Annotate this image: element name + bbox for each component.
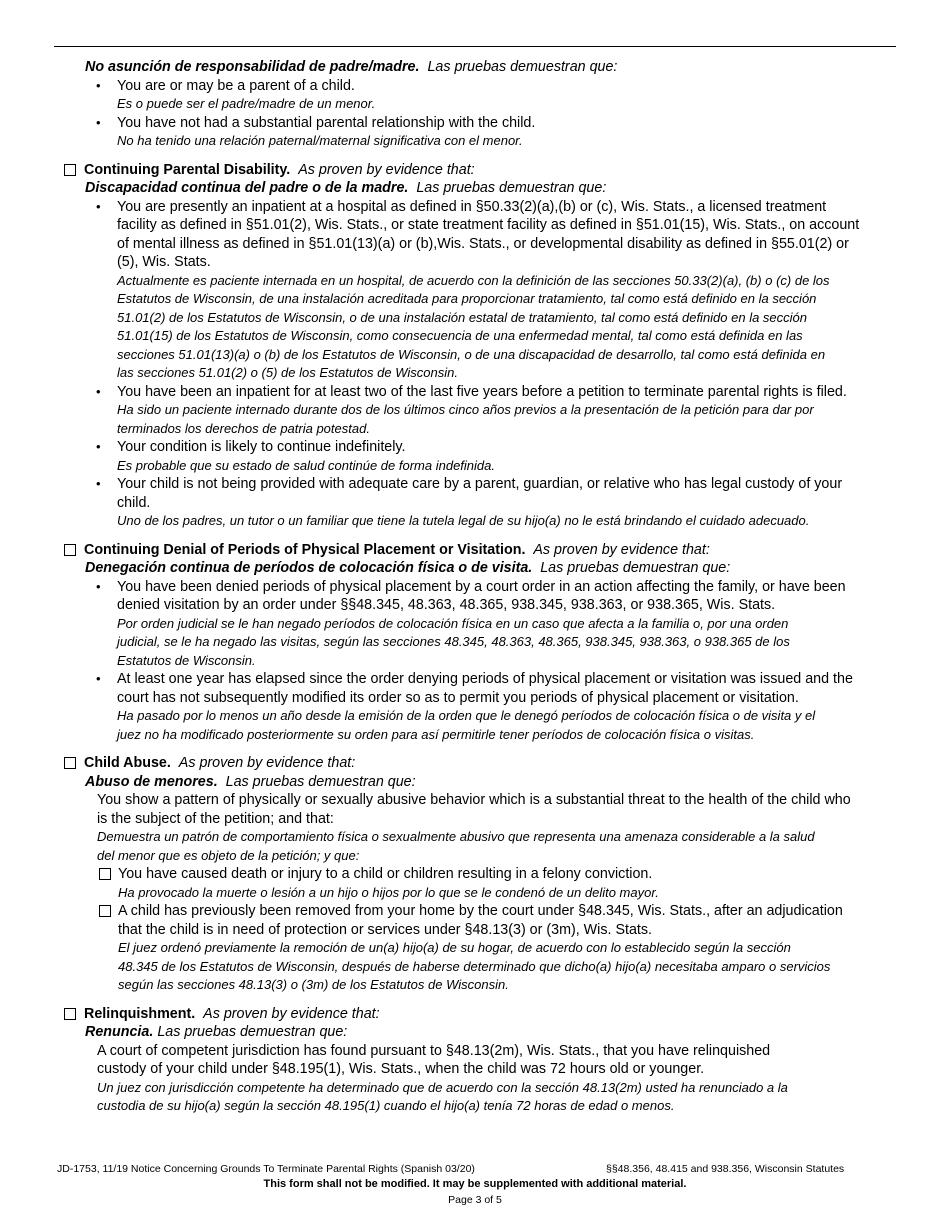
bullet-icon: • <box>96 114 101 130</box>
section-heading <box>64 541 894 560</box>
heading-es-text: Denegación continua de períodos de colocación física o de visita. <box>85 560 533 576</box>
bullet-es: juez no ha modificado posteriormente su orden para así permitirle tener períodos de colocación física o visitas. <box>117 726 755 742</box>
bullet-es: 51.01(15) de los Estatutos de Wisconsin, como consecuencia de una enfermedad mental, tal como está definida en las <box>117 328 803 343</box>
top-divider <box>54 46 896 47</box>
abuse-option-removal <box>64 902 894 995</box>
form-content <box>64 58 894 1116</box>
bullet-icon: • <box>96 77 101 93</box>
bullet-item <box>64 475 894 531</box>
bullet-es: Uno de los padres, un tutor o un familiar que tiene la tutela legal de su hijo(a) no le está brindando el cuidado adecuado. <box>117 513 810 528</box>
heading-es-text: Discapacidad continua del padre o de la madre. <box>85 180 409 196</box>
bullet-es: No ha tenido una relación paternal/maternal significativa con el menor. <box>117 133 523 148</box>
bullet-icon: • <box>96 578 101 594</box>
section-heading-es <box>64 559 894 578</box>
bullet-es: Ha pasado por lo menos un año desde la emisión de la orden que le denegó períodos de colocación física o de visita y el <box>117 708 816 723</box>
bullet-icon: • <box>96 383 101 399</box>
bullet-es: secciones 51.01(13)(a) o (b) de los Estatutos de Wisconsin, o de una discapacidad de desarrollo, tal como está definida en <box>117 346 826 362</box>
evidence-es-text: Las pruebas demuestran que: <box>540 560 731 576</box>
option-en: that the child is in need of protection or services under §48.13(3) or (3m), Wis. Stats. <box>118 921 652 938</box>
bullet-item <box>64 114 894 151</box>
bullet-en: You have been denied periods of physical placement by a court order in an action affecting the family, or have been <box>117 578 846 595</box>
option-en: A child has previously been removed from your home by the court under §48.345, Wis. Stats., after an adjudication <box>118 903 843 919</box>
form-id: JD-1753, 11/19 Notice Concerning Grounds To Terminate Parental Rights (Spanish 03/20) <box>57 1163 475 1175</box>
bullet-icon: • <box>96 476 101 491</box>
bullet-item <box>64 383 894 439</box>
bullet-es: las secciones 51.01(2) o (5) de los Estatutos de Wisconsin. <box>117 365 458 380</box>
statute-reference: §§48.356, 48.415 and 938.356, Wisconsin Statutes <box>606 1163 845 1175</box>
bullet-icon: • <box>96 671 101 686</box>
denial-placement-checkbox[interactable] <box>64 544 76 556</box>
evidence-en-text: As proven by evidence that: <box>203 1005 380 1022</box>
modification-notice: This form shall not be modified. It may be supplemented with additional material. <box>263 1178 687 1190</box>
body-en: is the subject of the petition; and that: <box>97 810 334 827</box>
child-removed-checkbox[interactable] <box>99 905 111 917</box>
section-child-abuse <box>64 754 894 995</box>
evidence-es-text: Las pruebas demuestran que: <box>225 773 416 790</box>
felony-conviction-checkbox[interactable] <box>99 868 111 880</box>
section-heading <box>64 754 894 773</box>
section-heading <box>64 161 894 180</box>
heading-en-text: Continuing Parental Disability. <box>84 161 291 178</box>
evidence-en-text: As proven by evidence that: <box>178 755 356 771</box>
bullet-en: You have been an inpatient for at least two of the last five years before a petition to terminate parental rights is filed. <box>117 383 847 400</box>
bullet-es: Es o puede ser el padre/madre de un menor. <box>117 96 376 111</box>
abuse-option-felony <box>64 865 894 902</box>
section-denial-placement <box>64 541 894 745</box>
evidence-es-text: Las pruebas demuestran que: <box>416 180 607 196</box>
option-es: El juez ordenó previamente la remoción de un(a) hijo(a) de su hogar, de acuerdo con lo establecido según la sección <box>118 940 791 955</box>
bullet-en: (5), Wis. Stats. <box>117 254 211 270</box>
bullet-en: Your condition is likely to continue indefinitely. <box>117 439 406 455</box>
section-relinquishment <box>64 1005 894 1116</box>
abuse-intro <box>64 791 894 865</box>
section-heading-es <box>64 1023 894 1042</box>
body-es: custodia de su hijo(a) según la sección 48.195(1) cuando el hijo(a) tenía 72 horas de edad o menos. <box>97 1098 675 1113</box>
body-en: A court of competent jurisdiction has found pursuant to §48.13(2m), Wis. Stats., that you have relinquished <box>97 1042 771 1059</box>
evidence-en-text: As proven by evidence that: <box>298 161 475 178</box>
bullet-es: judicial, se le ha negado las visitas, según las secciones 48.345, 48.363, 48.365, 938.345, 938.363, o 938.365 de los <box>117 634 790 649</box>
bullet-en: denied visitation by an order under §§48.345, 48.363, 48.365, 938.345, 938.363, or 938.365, Wis. Stats. <box>117 597 776 613</box>
section-no-assumption <box>64 58 894 151</box>
relinquishment-checkbox[interactable] <box>64 1008 76 1020</box>
option-es: 48.345 de los Estatutos de Wisconsin, después de haberse determinado que dicho(a) hijo(a) necesitaba amparo o servicios <box>118 958 831 974</box>
bullet-es: Es probable que su estado de salud continúe de forma indefinida. <box>117 457 495 473</box>
bullet-en: Your child is not being provided with adequate care by a parent, guardian, or relative who has legal custody of your <box>117 476 843 492</box>
body-es: del menor que es objeto de la petición; y que: <box>97 847 360 863</box>
bullet-es: Estatutos de Wisconsin. <box>117 652 256 668</box>
body-es: Un juez con jurisdicción competente ha determinado que de acuerdo con la sección 48.13(2m) usted ha renunciado a la <box>97 1079 788 1095</box>
body-es: Demuestra un patrón de comportamiento física o sexualmente abusivo que representa una amenaza considerable a la salud <box>97 829 815 844</box>
section-heading-es <box>64 58 894 77</box>
heading-es-text: Renuncia. <box>85 1024 154 1040</box>
bullet-es: Estatutos de Wisconsin, de una instalación acreditada para proporcionar tratamiento, tal como está definido en la sección <box>117 291 817 306</box>
heading-es-text: Abuso de menores. <box>85 773 218 790</box>
section-heading-es <box>64 773 894 792</box>
bullet-es: Actualmente es paciente internada en un hospital, de acuerdo con la definición de las secciones 50.33(2)(a), (b) o (c) de los <box>117 272 830 288</box>
bullet-en: You are or may be a parent of a child. <box>117 77 355 94</box>
bullet-icon: • <box>96 439 101 454</box>
evidence-es-text: Las pruebas demuestran que: <box>157 1024 348 1040</box>
parental-disability-checkbox[interactable] <box>64 164 76 176</box>
bullet-item <box>64 198 894 383</box>
section-parental-disability <box>64 161 894 531</box>
relinquishment-body <box>64 1042 894 1116</box>
heading-es-text: No asunción de responsabilidad de padre/madre. <box>85 59 420 75</box>
option-en: You have caused death or injury to a child or children resulting in a felony conviction. <box>118 866 653 882</box>
option-es: según las secciones 48.13(3) o (3m) de los Estatutos de Wisconsin. <box>118 977 509 992</box>
bullet-icon: • <box>96 198 101 214</box>
bullet-item <box>64 438 894 475</box>
bullet-item <box>64 578 894 671</box>
bullet-en: At least one year has elapsed since the order denying periods of physical placement or visitation was issued and the <box>117 671 853 687</box>
bullet-en: of mental illness as defined in §51.01(13)(a) or (b),Wis. Stats., or developmental disability as defined in §55.01(2) or <box>117 235 849 252</box>
section-heading <box>64 1005 894 1024</box>
heading-en-text: Relinquishment. <box>84 1005 196 1022</box>
section-heading-es <box>64 179 894 198</box>
bullet-item <box>64 670 894 744</box>
evidence-en-text: As proven by evidence that: <box>533 541 710 558</box>
bullet-item <box>64 77 894 114</box>
bullet-es: Ha sido un paciente internado durante dos de los últimos cinco años previos a la presentación de la petición para dar por <box>117 402 814 417</box>
bullet-es: Por orden judicial se le han negado períodos de colocación física en un caso que afecta a la familia o, por una orden <box>117 615 789 631</box>
page-number: Page 3 of 5 <box>448 1194 502 1206</box>
body-en: custody of your child under §48.195(1), Wis. Stats., when the child was 72 hours old or younger. <box>97 1061 705 1077</box>
body-en: You show a pattern of physically or sexually abusive behavior which is a substantial threat to the health of the child who <box>97 792 851 808</box>
bullet-en: You have not had a substantial parental relationship with the child. <box>117 114 536 131</box>
evidence-es-text: Las pruebas demuestran que: <box>427 59 618 75</box>
option-es: Ha provocado la muerte o lesión a un hijo o hijos por lo que se le condenó de un delito mayor. <box>118 884 659 900</box>
bullet-es: 51.01(2) de los Estatutos de Wisconsin, o de una instalación estatal de tratamiento, tal como está definido en la sección <box>117 309 808 325</box>
child-abuse-checkbox[interactable] <box>64 757 76 769</box>
bullet-en: child. <box>117 494 151 511</box>
bullet-en: court has not subsequently modified its order so as to permit you periods of physical placement or visitation. <box>117 689 799 706</box>
bullet-en: You are presently an inpatient at a hospital as defined in §50.33(2)(a),(b) or (c), Wis. Stats., a licensed treatment <box>117 198 827 215</box>
heading-en-text: Continuing Denial of Periods of Physical Placement or Visitation. <box>84 541 526 558</box>
heading-en-text: Child Abuse. <box>84 755 171 771</box>
bullet-en: facility as defined in §51.01(2), Wis. Stats., or state treatment facility as defined in §51.01(15), Wis. Stats., on account <box>117 217 860 233</box>
bullet-es: terminados los derechos de patria potestad. <box>117 420 370 436</box>
